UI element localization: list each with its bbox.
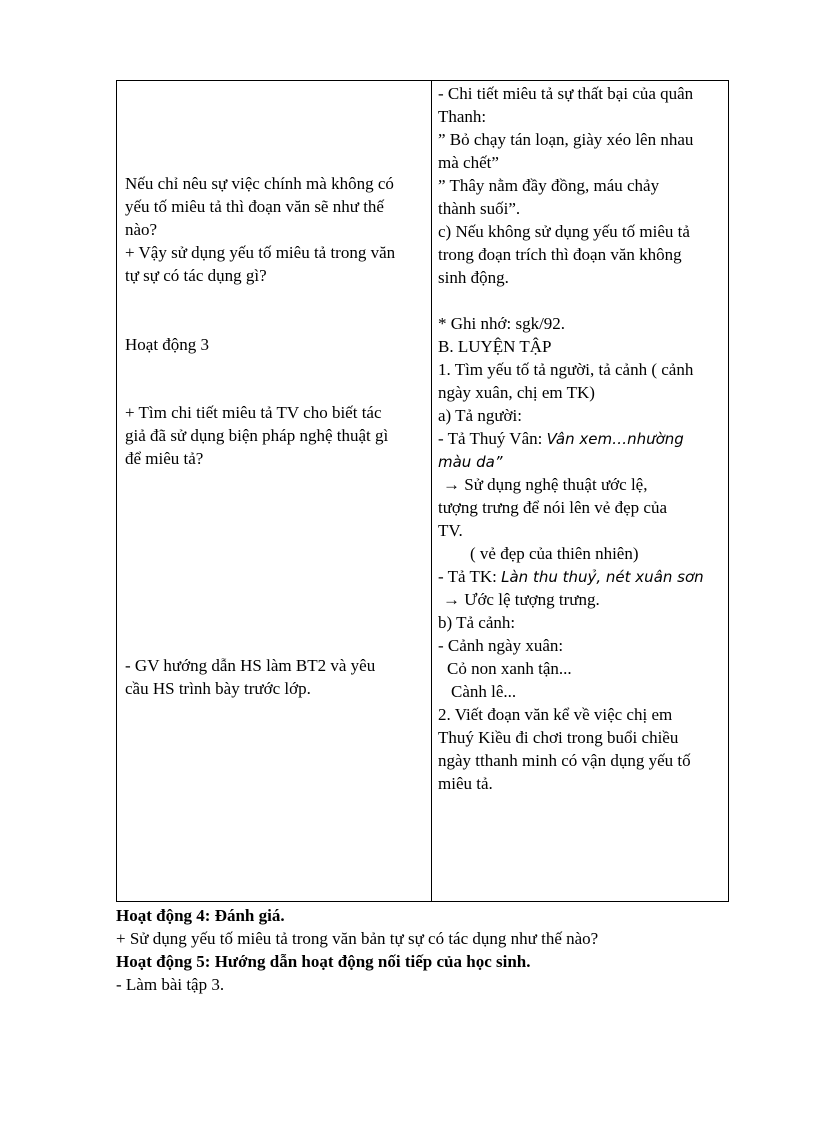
left-text-line: nào? xyxy=(125,220,158,239)
left-text-line: + Vậy sử dụng yếu tố miêu tả trong văn xyxy=(125,243,396,262)
right-text-line: - Chi tiết miêu tả sự thất bại của quân xyxy=(438,84,694,103)
right-text-line: → Ước lệ tượng trưng. xyxy=(443,590,600,609)
right-text-line: Thuý Kiều đi chơi trong buổi chiều xyxy=(438,728,679,747)
right-text-line: ” Thây nằm đầy đồng, máu chảy xyxy=(438,176,660,195)
memo-note: * Ghi nhớ: sgk/92. xyxy=(438,314,566,333)
activity-4-heading: Hoạt động 4: Đánh giá. xyxy=(116,906,285,925)
column-divider xyxy=(431,81,432,901)
right-text-line: a) Tả người: xyxy=(438,406,522,425)
right-text-line: → Sử dụng nghệ thuật ước lệ, xyxy=(443,475,648,494)
activity-3-heading: Hoạt động 3 xyxy=(125,335,210,354)
quote-italic: Vân xem…nhường xyxy=(546,430,684,448)
right-text-line: tượng trưng để nói lên vẻ đẹp của xyxy=(438,498,667,517)
left-text-line: cầu HS trình bày trước lớp. xyxy=(125,679,311,698)
left-text-line: Nếu chỉ nêu sự việc chính mà không có xyxy=(125,174,394,193)
right-text-line: sinh động. xyxy=(438,268,509,287)
left-text-line: + Tìm chi tiết miêu tả TV cho biết tác xyxy=(125,403,382,422)
right-text-line: thành suối”. xyxy=(438,199,521,218)
right-text-line: ” Bỏ chạy tán loạn, giày xéo lên nhau xyxy=(438,130,694,149)
left-text-line: yếu tố miêu tả thì đoạn văn sẽ như thế xyxy=(125,197,384,216)
right-text-line: 2. Viết đoạn văn kể về việc chị em xyxy=(438,705,673,724)
practice-heading: B. LUYỆN TẬP xyxy=(438,337,552,356)
left-text-line: để miêu tả? xyxy=(125,449,204,468)
activity-4-question: + Sử dụng yếu tố miêu tả trong văn bản tự sự có tác dụng như thế nào? xyxy=(116,929,599,948)
right-text-line: mà chết” xyxy=(438,153,499,172)
right-text-prefix: - Tả Thuý Vân: xyxy=(438,429,547,448)
activity-5-heading: Hoạt động 5: Hướng dẫn hoạt động nối tiếp của học sinh. xyxy=(116,952,531,971)
right-text-line: ( vẻ đẹp của thiên nhiên) xyxy=(470,544,639,563)
right-text-line: miêu tả. xyxy=(438,774,493,793)
quote-italic: màu da” xyxy=(438,453,503,471)
right-text-line: ngày xuân, chị em TK) xyxy=(438,383,595,402)
lesson-table xyxy=(116,80,729,902)
right-text-line: b) Tả cảnh: xyxy=(438,613,516,632)
right-text-line: Cành lê... xyxy=(451,682,517,701)
quote-italic: Làn thu thuỷ, nét xuân sơn xyxy=(501,568,704,586)
right-text-line xyxy=(438,567,704,587)
right-text-line: Cỏ non xanh tận... xyxy=(447,659,572,678)
right-text-line: 1. Tìm yếu tố tả người, tả cảnh ( cảnh xyxy=(438,360,694,379)
left-text-line: tự sự có tác dụng gì? xyxy=(125,266,267,285)
left-text-line: - GV hướng dẫn HS làm BT2 và yêu xyxy=(125,656,376,675)
right-text-line: ngày tthanh minh có vận dụng yếu tố xyxy=(438,751,691,770)
activity-5-task: - Làm bài tập 3. xyxy=(116,975,225,994)
right-text-prefix: - Tả TK: xyxy=(438,567,502,586)
right-text-line: c) Nếu không sử dụng yếu tố miêu tả xyxy=(438,222,690,241)
right-text-line: trong đoạn trích thì đoạn văn không xyxy=(438,245,682,264)
right-text-line: TV. xyxy=(438,521,463,540)
right-text-line: Thanh: xyxy=(438,107,487,126)
right-text-line: - Cảnh ngày xuân: xyxy=(438,636,564,655)
left-text-line: giả đã sử dụng biện pháp nghệ thuật gì xyxy=(125,426,389,445)
right-text-line xyxy=(438,429,684,449)
